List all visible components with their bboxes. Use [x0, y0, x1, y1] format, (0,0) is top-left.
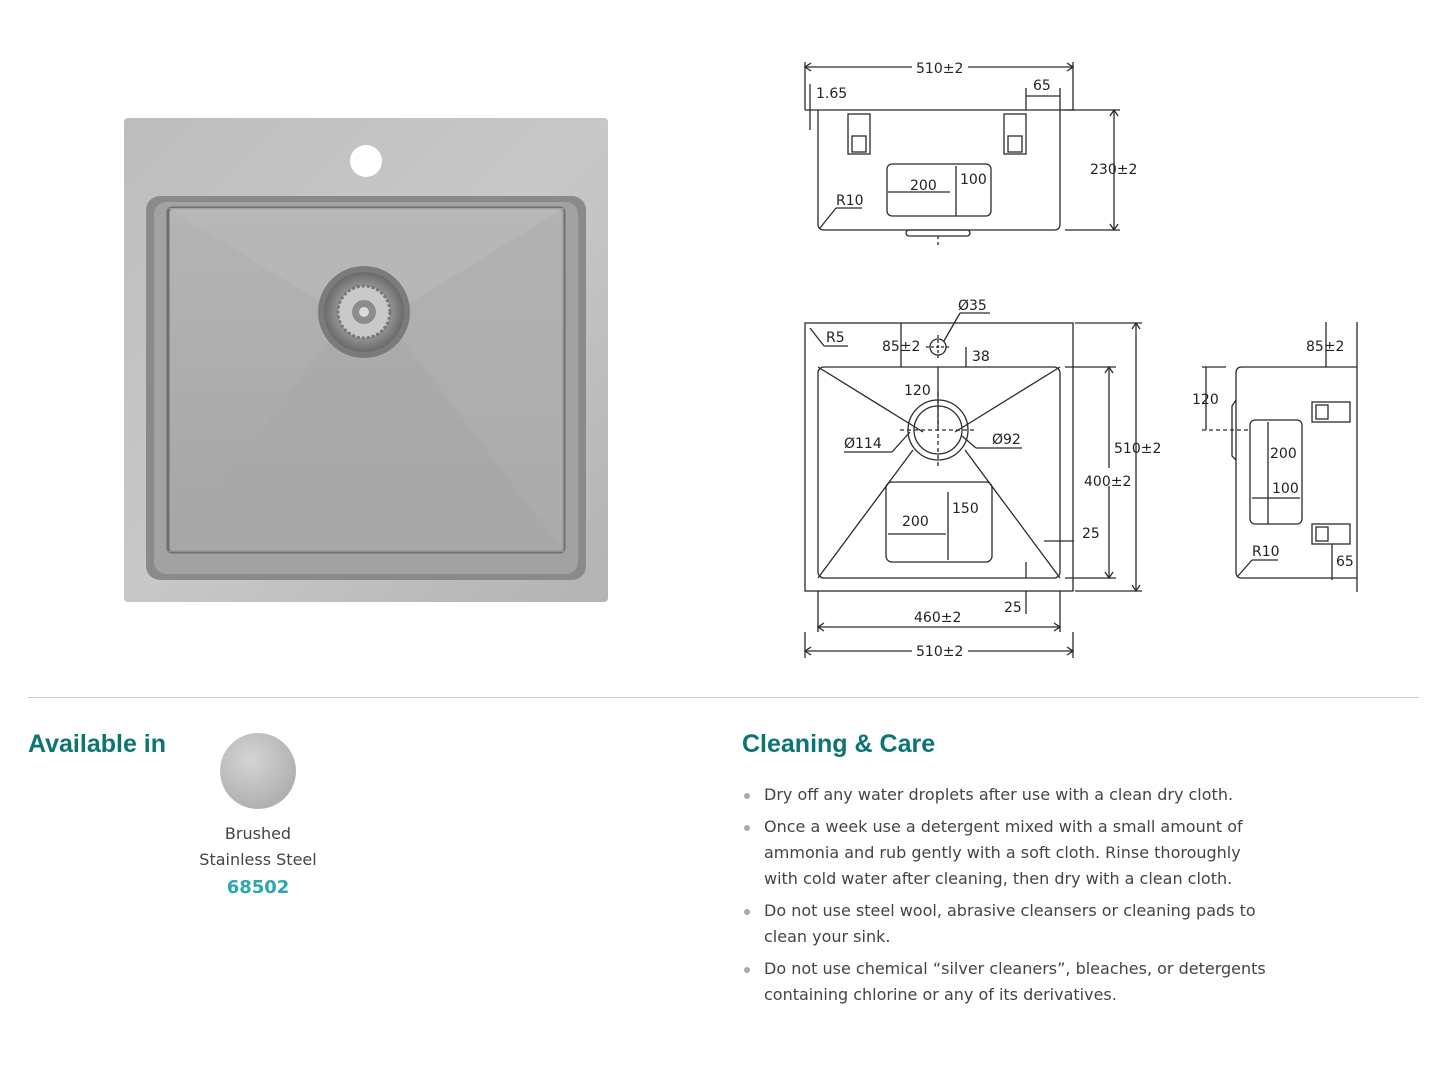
- top-side-gap-label: 65: [1033, 78, 1051, 94]
- cleaning-care-heading: Cleaning & Care: [742, 730, 936, 758]
- finish-name: [188, 821, 328, 873]
- side-waste-offset: 120: [1192, 392, 1219, 408]
- care-item: Do not use steel wool, abrasive cleansers or cleaning pads to clean your sink.: [742, 898, 1272, 950]
- care-item: Dry off any water droplets after use with a clean dry cloth.: [742, 782, 1272, 808]
- plan-tap-hole: Ø35: [958, 298, 987, 314]
- top-height-label: 230±2: [1090, 162, 1138, 178]
- care-instructions-list: [742, 782, 1272, 1014]
- sink-product-image: [124, 118, 608, 602]
- plan-side-margin: 25: [1082, 526, 1100, 542]
- plan-basket-h: 150: [952, 501, 979, 517]
- section-divider: [28, 697, 1419, 698]
- top-cutout-w: 200: [910, 178, 937, 194]
- top-width-label: 510±2: [916, 61, 964, 77]
- side-cutout-w: 100: [1272, 481, 1299, 497]
- front-section-view: [805, 57, 1137, 246]
- plan-bottom-margin: 25: [1004, 600, 1022, 616]
- product-code: 68502: [226, 877, 290, 898]
- plan-basket-w: 200: [902, 514, 929, 530]
- plan-view: [805, 298, 1161, 660]
- side-bracket: 65: [1336, 554, 1354, 570]
- plan-waste-inner: Ø92: [992, 432, 1021, 448]
- plan-waste-offset: 120: [904, 383, 931, 399]
- plan-tap-to-bowl: 38: [972, 349, 990, 365]
- side-cutout-h: 200: [1270, 446, 1297, 462]
- side-radius: R10: [1252, 544, 1280, 560]
- plan-bowl-depth: 400±2: [1084, 474, 1132, 490]
- available-in-heading: Available in: [28, 730, 167, 758]
- top-radius: R10: [836, 193, 864, 209]
- side-tap-offset: 85±2: [1306, 339, 1345, 355]
- finish-name-line1: Brushed: [224, 824, 292, 843]
- plan-overall-depth: 510±2: [1114, 441, 1162, 457]
- brushed-steel-swatch: [220, 733, 296, 809]
- care-item: Once a week use a detergent mixed with a small amount of ammonia and rub gently with a soft cloth. Rinse thoroughly with cold water after cleaning, then dry with a clean cloth.: [742, 814, 1272, 892]
- plan-bowl-width: 460±2: [914, 610, 962, 626]
- top-flange-label: 1.65: [816, 86, 848, 102]
- top-cutout-h: 100: [960, 172, 987, 188]
- plan-waste-outer: Ø114: [844, 436, 882, 452]
- plan-corner-radius: R5: [826, 330, 845, 346]
- side-view: [1192, 322, 1357, 592]
- care-item: Do not use chemical “silver cleaners”, bleaches, or detergents containing chlorine or any of its derivatives.: [742, 956, 1272, 1008]
- finish-name-line2: Stainless Steel: [199, 850, 317, 869]
- finish-swatch-block: [188, 733, 328, 898]
- dimension-drawing: [780, 40, 1400, 680]
- plan-tap-offset: 85±2: [882, 339, 921, 355]
- plan-overall-width: 510±2: [916, 644, 964, 660]
